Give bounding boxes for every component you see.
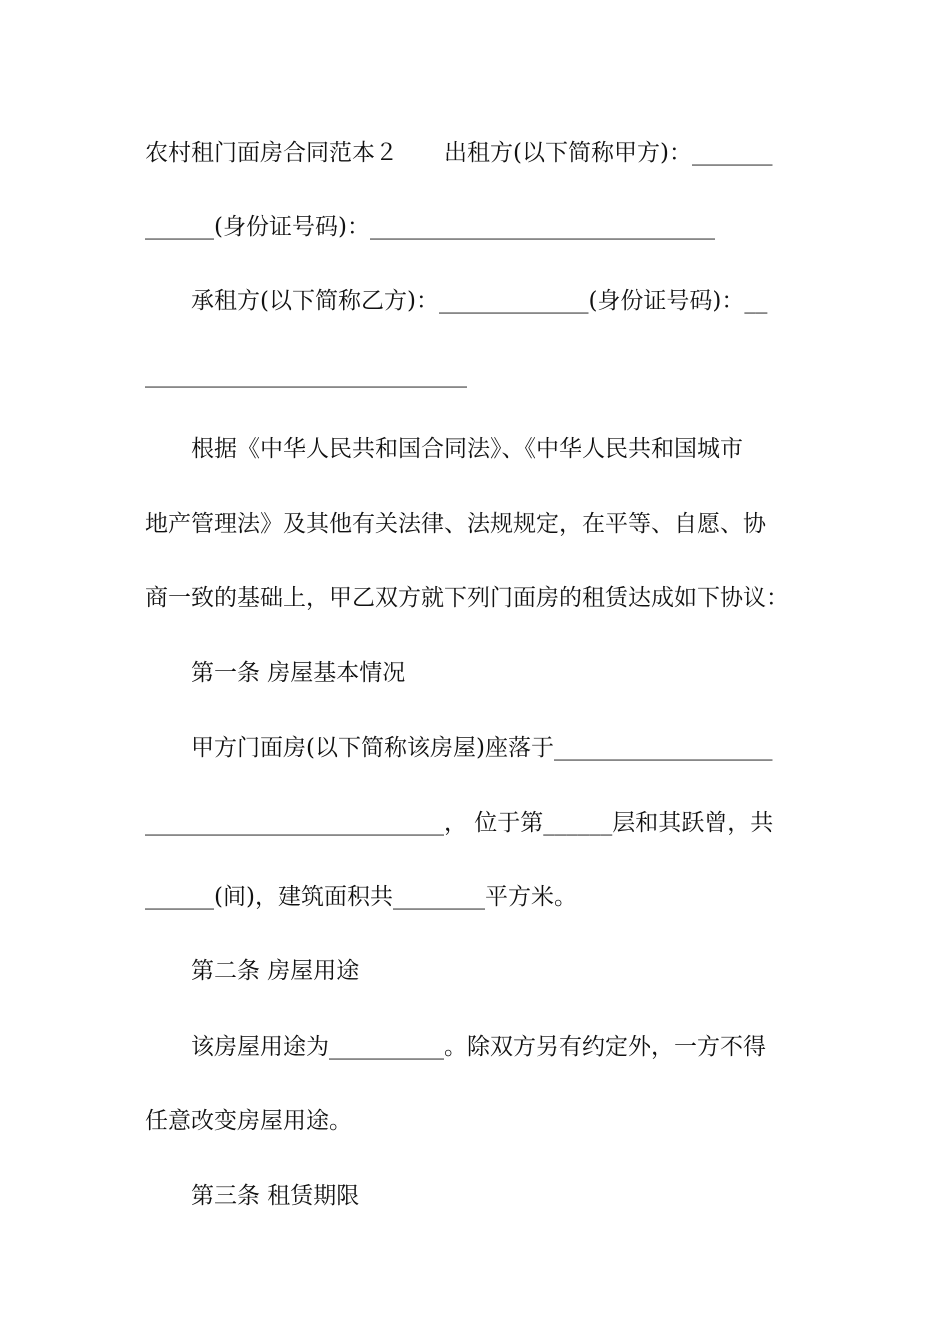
text-line: __________________________， 位于第______层和其跃曾，共 <box>145 810 774 836</box>
text-line: 根据《中华人民共和国合同法》、《中华人民共和国城市 <box>145 436 743 462</box>
text-line: ______(间)，建筑面积共________平方米。 <box>145 884 577 910</box>
text-line: 甲方门面房(以下简称该房屋)座落于___________________ <box>145 735 773 761</box>
text-line: 第三条 租赁期限 <box>145 1183 360 1209</box>
text-line: 农村租门面房合同范本２ 出租方(以下简称甲方)：_______ <box>145 140 773 166</box>
text-line: 第一条 房屋基本情况 <box>145 660 406 686</box>
text-line: 任意改变房屋用途。 <box>145 1108 352 1134</box>
text-line: 该房屋用途为__________。除双方另有约定外，一方不得 <box>145 1034 766 1060</box>
text-line: 地产管理法》及其他有关法律、法规规定，在平等、自愿、协 <box>145 511 766 537</box>
text-line: 商一致的基础上，甲乙双方就下列门面房的租赁达成如下协议： <box>145 585 789 611</box>
text-line: ______(身份证号码)：______________________________ <box>145 214 715 240</box>
text-line: 承租方(以下简称乙方)：_____________(身份证号码)：__ <box>145 288 768 314</box>
text-line: ____________________________ <box>145 362 467 388</box>
text-line: 第二条 房屋用途 <box>145 958 360 984</box>
